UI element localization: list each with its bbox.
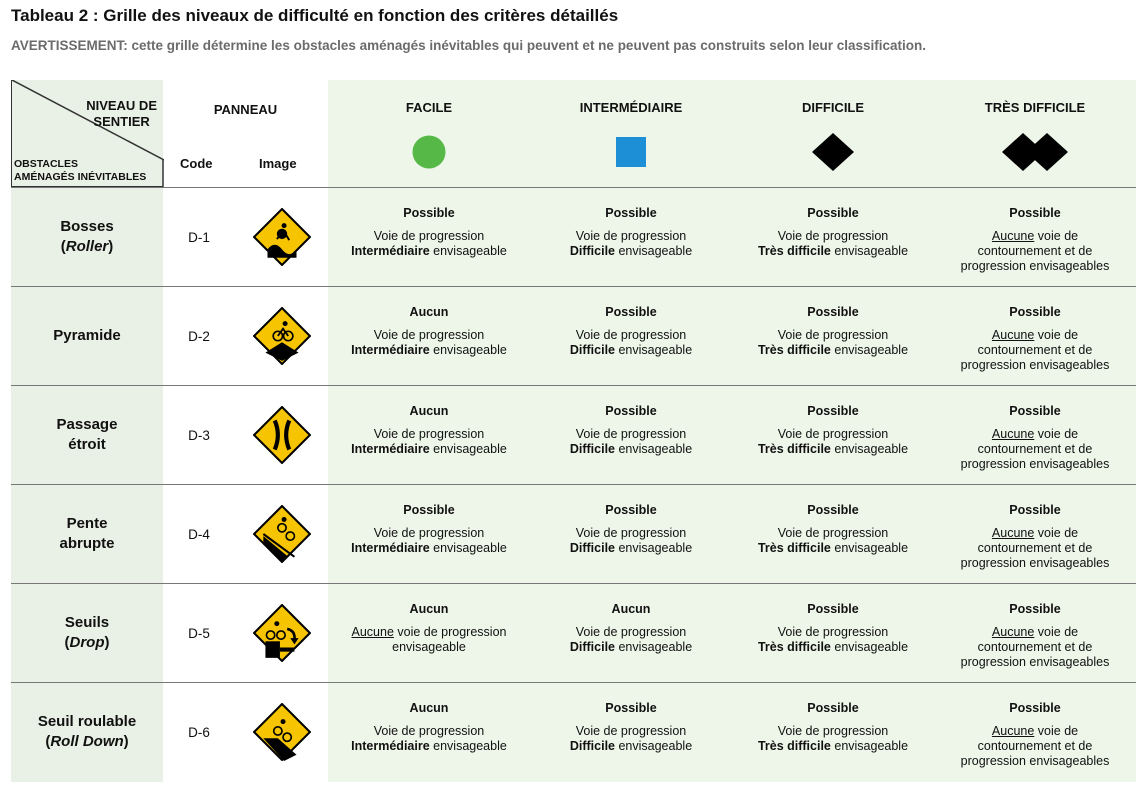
level-header-tres-difficile	[934, 80, 1136, 188]
cell-text: voie de progression	[393, 625, 507, 639]
level-header-intermediaire	[530, 80, 732, 188]
cell-text: voie de	[1034, 229, 1079, 243]
cell-text: Voie de progression	[373, 229, 485, 243]
cell-text: envisageable	[830, 343, 909, 357]
status-label: Possible	[807, 503, 859, 517]
level-word: Difficile	[569, 739, 615, 753]
cell-text: contournement et de	[977, 640, 1093, 654]
cell-text: envisageable	[615, 739, 693, 753]
difficile-cell	[732, 287, 934, 386]
status-label: Aucun	[611, 602, 651, 616]
obstacle-cell	[11, 485, 163, 584]
cell-text: envisageable	[429, 442, 507, 456]
code-cell: D-3	[163, 386, 235, 485]
status-label: Aucun	[409, 404, 449, 418]
cell-text: contournement et de	[977, 739, 1093, 753]
cell-text: envisageable	[830, 442, 909, 456]
tres-difficile-cell	[934, 584, 1136, 683]
level-word: Intermédiaire	[351, 442, 430, 456]
level-word: Très difficile	[757, 541, 831, 555]
obstacle-name: Pente	[66, 515, 108, 532]
cell-text: voie de	[1034, 625, 1079, 639]
cell-text: Voie de progression	[777, 427, 889, 441]
table-row	[11, 188, 1136, 287]
cell-text: envisageable	[429, 541, 507, 555]
underlined-word: Aucune	[351, 625, 394, 639]
obstacle-cell	[11, 683, 163, 782]
cell-text: envisageable	[830, 244, 909, 258]
status-label: Aucun	[409, 305, 449, 319]
obstacles-label	[14, 158, 146, 184]
cell-text: voie de	[1034, 328, 1079, 342]
obstacle-english-name: (Roller)	[60, 238, 114, 255]
obstacles-line1: OBSTACLES	[14, 158, 78, 170]
narrow-passage-sign-icon	[253, 406, 311, 464]
level-word: Intermédiaire	[351, 739, 430, 753]
level-word: Très difficile	[757, 640, 831, 654]
table-row	[11, 386, 1136, 485]
cell-text: envisageable	[615, 442, 693, 456]
cell-text: Voie de progression	[373, 724, 485, 738]
header-row	[11, 80, 1136, 188]
cell-text: voie de	[1034, 427, 1079, 441]
cell-text: progression envisageables	[960, 556, 1110, 570]
status-label: Possible	[807, 701, 859, 715]
tres-difficile-cell	[934, 386, 1136, 485]
obstacle-name: Seuils	[64, 614, 110, 631]
status-label: Possible	[807, 602, 859, 616]
status-label: Aucun	[409, 701, 449, 715]
status-label: Possible	[605, 701, 657, 715]
level-name-facile: FACILE	[405, 100, 453, 115]
cell-text: Voie de progression	[373, 328, 485, 342]
obstacle-cell	[11, 584, 163, 683]
cell-text: Voie de progression	[777, 229, 889, 243]
cell-text: Voie de progression	[575, 328, 687, 342]
cell-text: Voie de progression	[777, 328, 889, 342]
status-label: Possible	[403, 503, 455, 517]
tres-difficile-cell	[934, 287, 1136, 386]
cell-text: progression envisageables	[960, 457, 1110, 471]
status-label: Possible	[605, 503, 657, 517]
difficile-cell	[732, 485, 934, 584]
level-word: Difficile	[569, 244, 615, 258]
facile-cell	[328, 584, 530, 683]
cell-text: progression envisageables	[960, 358, 1110, 372]
level-header-difficile	[732, 80, 934, 188]
table-row	[11, 485, 1136, 584]
intermediaire-cell	[530, 683, 732, 782]
level-word: Très difficile	[757, 442, 831, 456]
intermediaire-cell	[530, 188, 732, 287]
status-label: Possible	[1009, 206, 1061, 220]
cell-text: Voie de progression	[777, 724, 889, 738]
cell-text: Voie de progression	[575, 724, 687, 738]
cell-text: contournement et de	[977, 244, 1093, 258]
level-word: Très difficile	[757, 739, 831, 753]
obstacle-cell	[11, 287, 163, 386]
cell-text: Voie de progression	[575, 229, 687, 243]
difficile-cell	[732, 683, 934, 782]
sign-image-cell	[235, 287, 328, 386]
underlined-word: Aucune	[991, 526, 1035, 540]
code-cell: D-2	[163, 287, 235, 386]
trail-level-line2: SENTIER	[93, 114, 150, 129]
difficile-cell	[732, 584, 934, 683]
cell-text: envisageable	[830, 541, 909, 555]
roll-down-sign-icon	[253, 703, 311, 761]
underlined-word: Aucune	[991, 328, 1035, 342]
status-label: Possible	[1009, 404, 1061, 418]
obstacles-line2: AMÉNAGÉS INÉVITABLES	[14, 171, 147, 183]
level-word: Difficile	[569, 442, 615, 456]
table-row	[11, 287, 1136, 386]
facile-cell	[328, 386, 530, 485]
intermediaire-cell	[530, 584, 732, 683]
level-header-facile	[328, 80, 530, 188]
obstacle-name: Bosses	[60, 218, 114, 235]
sign-image-cell	[235, 188, 328, 287]
code-column-header: Code	[180, 156, 213, 171]
code-cell: D-4	[163, 485, 235, 584]
cell-text: envisageable	[429, 244, 507, 258]
cell-text: contournement et de	[977, 541, 1093, 555]
sign-image-cell	[235, 485, 328, 584]
cell-text: Voie de progression	[373, 427, 485, 441]
level-word: Difficile	[569, 541, 615, 555]
status-label: Possible	[807, 305, 859, 319]
level-word: Très difficile	[757, 343, 831, 357]
obstacle-cell	[11, 188, 163, 287]
green-circle-icon	[411, 134, 447, 170]
level-word: Difficile	[569, 343, 615, 357]
cell-text: envisageable	[615, 541, 693, 555]
level-word: Très difficile	[757, 244, 831, 258]
underlined-word: Aucune	[991, 229, 1035, 243]
underlined-word: Aucune	[991, 427, 1035, 441]
facile-cell	[328, 683, 530, 782]
level-name-difficile: DIFFICILE	[801, 100, 865, 115]
obstacle-name: Pyramide	[53, 327, 121, 344]
cell-text: envisageable	[615, 343, 693, 357]
sign-image-cell	[235, 584, 328, 683]
level-word: Intermédiaire	[351, 343, 430, 357]
cell-text: voie de	[1034, 526, 1079, 540]
level-name-intermediaire: INTERMÉDIAIRE	[579, 100, 683, 115]
cell-text: progression envisageables	[960, 655, 1110, 669]
cell-text: voie de	[1034, 724, 1079, 738]
obstacle-english-name: (Roll Down)	[45, 733, 129, 751]
obstacle-cell	[11, 386, 163, 485]
facile-cell	[328, 287, 530, 386]
level-name-tres-difficile: TRÈS DIFFICILE	[984, 100, 1086, 115]
black-diamond-icon	[811, 132, 855, 172]
status-label: Possible	[605, 305, 657, 319]
tres-difficile-cell	[934, 485, 1136, 584]
intermediaire-cell	[530, 287, 732, 386]
level-word: Intermédiaire	[351, 541, 430, 555]
status-label: Possible	[1009, 503, 1061, 517]
table-row	[11, 683, 1136, 782]
status-label: Possible	[1009, 305, 1061, 319]
obstacle-name-line2: abrupte	[59, 535, 115, 552]
image-column-header: Image	[259, 156, 297, 171]
blue-square-icon	[615, 136, 647, 168]
difficile-cell	[732, 188, 934, 287]
cell-text: envisageable	[830, 739, 909, 753]
panneau-title: PANNEAU	[213, 102, 278, 117]
warning-text: AVERTISSEMENT: cette grille détermine les obstacles aménagés inévitables qui peuvent et ne peuvent pas construits selon leur classification.	[11, 38, 927, 53]
cell-text: progression envisageables	[960, 754, 1110, 768]
status-label: Possible	[605, 404, 657, 418]
pyramid-sign-icon	[253, 307, 311, 365]
cell-text: Voie de progression	[777, 526, 889, 540]
status-label: Possible	[605, 206, 657, 220]
status-label: Aucun	[409, 602, 449, 616]
obstacle-name: Seuil roulable	[37, 713, 137, 731]
status-label: Possible	[807, 404, 859, 418]
level-word: Difficile	[569, 640, 615, 654]
drop-sign-icon	[253, 604, 311, 662]
trail-level-line1: NIVEAU DE	[86, 98, 157, 113]
facile-cell	[328, 485, 530, 584]
cell-text: Voie de progression	[777, 625, 889, 639]
sign-image-cell	[235, 386, 328, 485]
page-title: Tableau 2 : Grille des niveaux de difficulté en fonction des critères détaillés	[11, 6, 619, 25]
corner-header	[11, 80, 163, 188]
cell-text: envisageable	[392, 640, 466, 654]
cell-text: contournement et de	[977, 343, 1093, 357]
double-black-diamond-icon	[1001, 132, 1069, 172]
status-label: Possible	[403, 206, 455, 220]
obstacle-name: Passage	[56, 416, 118, 433]
cell-text: Voie de progression	[373, 526, 485, 540]
tres-difficile-cell	[934, 188, 1136, 287]
sign-image-cell	[235, 683, 328, 782]
difficile-cell	[732, 386, 934, 485]
cell-text: progression envisageables	[960, 259, 1110, 273]
steep-slope-sign-icon	[253, 505, 311, 563]
panneau-header	[163, 80, 328, 188]
difficulty-grid-table	[11, 80, 1136, 782]
code-cell: D-1	[163, 188, 235, 287]
cell-text: envisageable	[615, 244, 693, 258]
cell-text: Voie de progression	[575, 427, 687, 441]
level-word: Intermédiaire	[351, 244, 430, 258]
cell-text: contournement et de	[977, 442, 1093, 456]
roller-sign-icon	[253, 208, 311, 266]
intermediaire-cell	[530, 386, 732, 485]
code-cell: D-6	[163, 683, 235, 782]
table-row	[11, 584, 1136, 683]
code-cell: D-5	[163, 584, 235, 683]
obstacle-english-name: (Drop)	[64, 634, 110, 651]
cell-text: envisageable	[830, 640, 909, 654]
status-label: Possible	[1009, 602, 1061, 616]
status-label: Possible	[807, 206, 859, 220]
underlined-word: Aucune	[991, 724, 1035, 738]
intermediaire-cell	[530, 485, 732, 584]
obstacle-name-line2: étroit	[68, 436, 106, 453]
cell-text: envisageable	[615, 640, 693, 654]
trail-level-label	[86, 98, 157, 130]
underlined-word: Aucune	[991, 625, 1035, 639]
status-label: Possible	[1009, 701, 1061, 715]
cell-text: envisageable	[429, 739, 507, 753]
cell-text: envisageable	[429, 343, 507, 357]
cell-text: Voie de progression	[575, 526, 687, 540]
tres-difficile-cell	[934, 683, 1136, 782]
cell-text: Voie de progression	[575, 625, 687, 639]
facile-cell	[328, 188, 530, 287]
